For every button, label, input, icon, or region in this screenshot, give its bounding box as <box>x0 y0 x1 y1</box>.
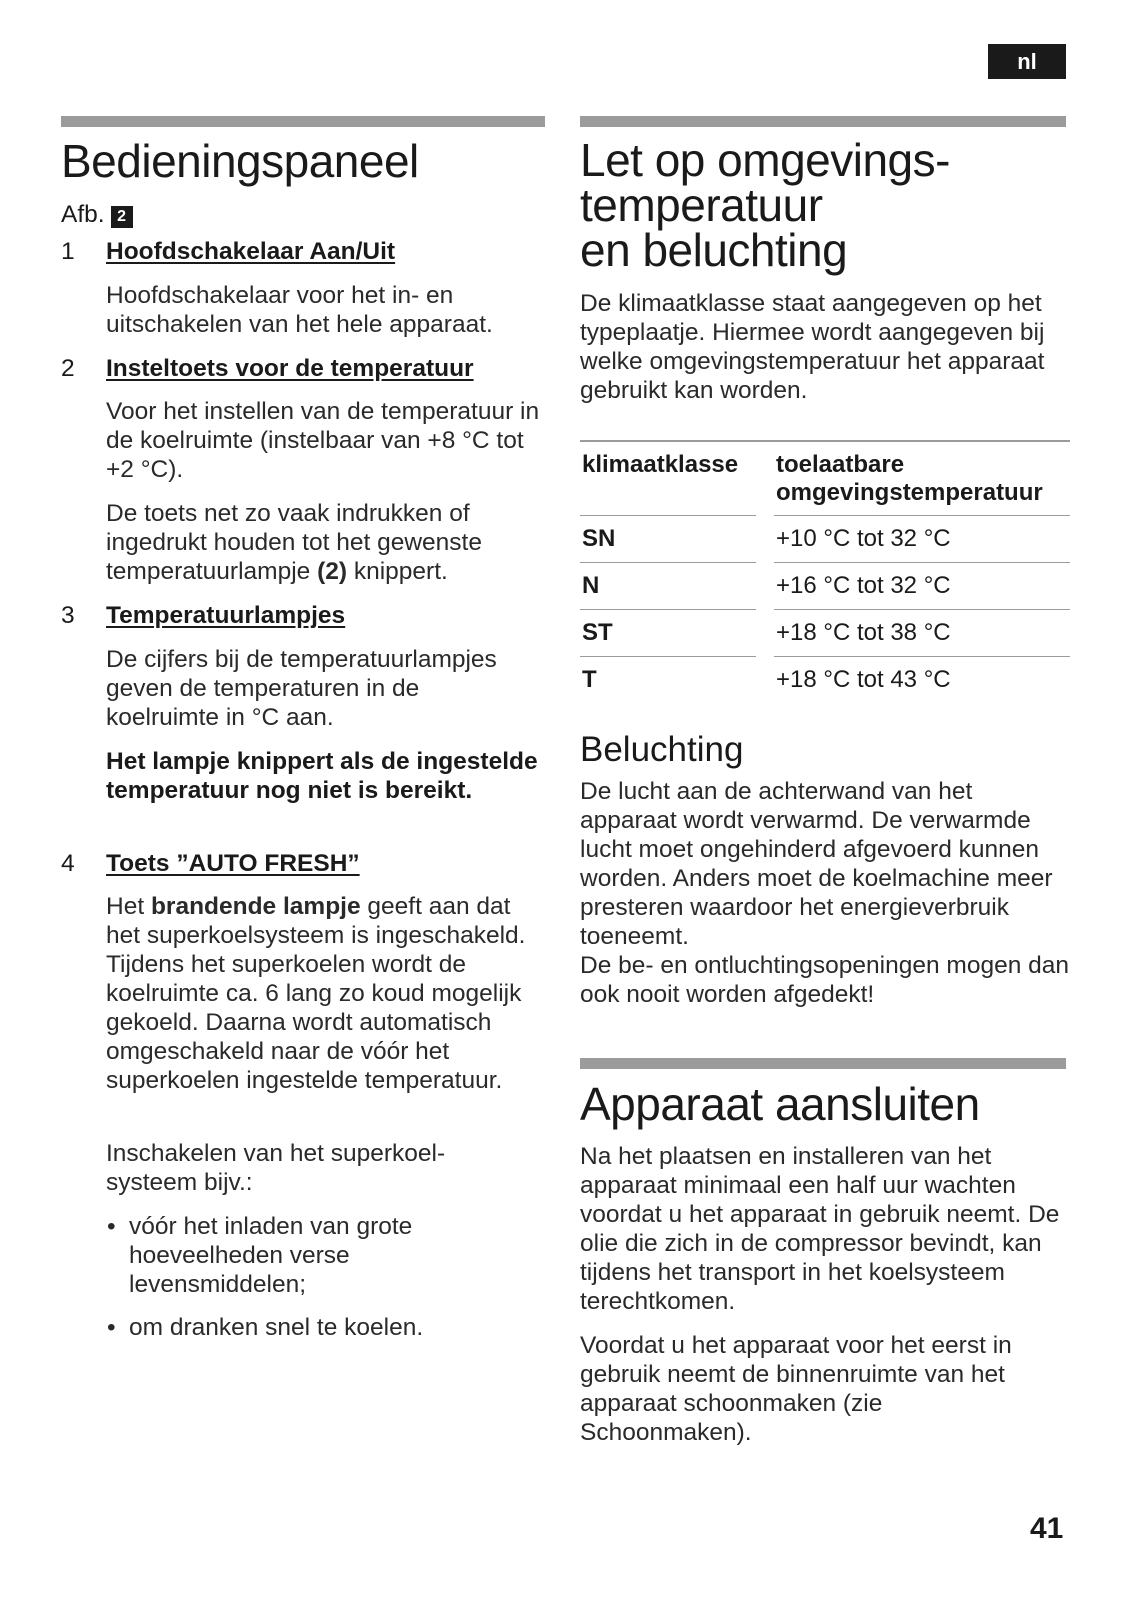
column-header-temperatuur <box>774 441 1070 516</box>
section-rule <box>580 116 1066 127</box>
range-cell: +16 °C tot 32 °C <box>774 563 1070 610</box>
figure-reference <box>61 200 133 229</box>
column-gap <box>756 441 774 516</box>
column-header-klimaatklasse: klimaatklasse <box>580 441 756 516</box>
range-cell: +18 °C tot 43 °C <box>776 666 951 693</box>
column-gap <box>756 610 774 657</box>
item-text: Hoofdschakelaar voor het in- en uitschakelen van het hele apparaat. <box>106 282 493 338</box>
range-cell: +18 °C tot 38 °C <box>774 610 1070 657</box>
range-cell: +10 °C tot 32 °C <box>774 516 1070 563</box>
class-cell: SN <box>580 516 756 563</box>
section-title-omgevingstemperatuur <box>580 134 950 276</box>
language-tab: nl <box>988 44 1066 79</box>
class-cell: T <box>582 666 597 693</box>
item-heading: Insteltoets voor de temperatuur <box>106 355 474 382</box>
table-row <box>580 610 1070 657</box>
item-number: 1 <box>61 238 75 265</box>
page-number: 41 <box>1030 1512 1064 1545</box>
title-line: en beluchting <box>580 224 848 276</box>
item-number: 4 <box>61 850 75 877</box>
item-text: Inschakelen van het superkoel-systeem bijv.: <box>106 1140 446 1196</box>
list-item: • vóór het inladen van grote hoeveelheden verse levensmiddelen; <box>129 1212 459 1299</box>
item-heading: Toets ”AUTO FRESH” <box>106 850 360 877</box>
figure-label: Afb. <box>61 201 105 228</box>
text-segment: knippert. <box>347 558 448 585</box>
item-text-bold: Het lampje knippert als de ingestelde temperatuur nog niet is bereikt. <box>106 748 538 804</box>
table-header-row <box>580 441 1070 516</box>
aansluiten-text: Na het plaatsen en installeren van het apparaat minimaal een half uur wachten voordat u het apparaat in gebruik neemt. De olie die zich in de compressor bevindt, kan tijdens het transport in het koelsysteem terechtkomen. <box>580 1143 1060 1315</box>
item-text: De cijfers bij de temperatuurlampjes geven de temperaturen in de koelruimte in °C aan. <box>106 646 497 731</box>
text-segment: geeft aan dat het superkoelsysteem is ingeschakeld. Tijdens het superkoelen wordt de koelruimte ca. 6 lang zo koud mogelijk gekoeld. Daarna wordt automatisch omgeschakeld naar de vóór het superkoelen ingestelde temperatuur. <box>106 893 526 1094</box>
header-line: omgevingstemperatuur <box>776 479 1043 506</box>
climate-class-table <box>580 441 1070 704</box>
title-line: Let op omgevings- <box>580 134 950 186</box>
column-gap <box>756 563 774 610</box>
section-rule <box>580 1058 1066 1069</box>
item-number: 2 <box>61 355 75 382</box>
beluchting-text: De lucht aan de achterwand van het apparaat wordt verwarmd. De verwarmde lucht moet ongehinderd afgevoerd kunnen worden. Anders moet de koelmachine meer presteren waardoor het energieverbruik toeneemt. <box>580 778 1053 950</box>
text-bold: brandende lampje <box>150 893 361 920</box>
aansluiten-text: Voordat u het apparaat voor het eerst in gebruik neemt de binnenruimte van het apparaat schoonmaken (zie Schoonmaken). <box>580 1332 1012 1446</box>
column-gap <box>756 657 774 704</box>
title-line: temperatuur <box>580 179 823 231</box>
section-rule <box>61 116 545 127</box>
text-segment: Het <box>106 893 151 920</box>
class-cell: ST <box>580 610 756 657</box>
item-text <box>106 499 526 586</box>
class-cell: N <box>580 563 756 610</box>
figure-number-badge: 2 <box>111 206 133 228</box>
item-heading: Temperatuurlampjes <box>106 602 346 629</box>
beluchting-warning: De be- en ontluchtingsopeningen mogen dan ook nooit worden afgedekt! <box>580 952 1070 1008</box>
item-text <box>106 892 536 1095</box>
subsection-title-beluchting: Beluchting <box>580 730 744 769</box>
header-line: toelaatbare <box>776 451 905 478</box>
column-gap <box>756 516 774 563</box>
table-row <box>580 563 1070 610</box>
list-item: • om dranken snel te koelen. <box>129 1313 529 1342</box>
table-row <box>580 657 1070 704</box>
item-text: Voor het instellen van de temperatuur in de koelruimte (instelbaar van +8 °C tot +2 °C). <box>106 398 540 483</box>
text-segment: De toets net zo vaak indrukken of ingedrukt houden tot het gewenste temperatuurlampje <box>106 500 482 585</box>
section-title-bedieningspaneel: Bedieningspaneel <box>61 135 419 187</box>
text-bold: (2) <box>317 558 348 585</box>
table-row <box>580 516 1070 563</box>
item-number: 3 <box>61 602 75 629</box>
section-title-apparaat-aansluiten: Apparaat aansluiten <box>580 1078 980 1130</box>
item-heading: Hoofdschakelaar Aan/Uit <box>106 238 396 265</box>
intro-text: De klimaatklasse staat aangegeven op het typeplaatje. Hiermee wordt aangegeven bij welke omgevingstemperatuur het apparaat gebruikt kan worden. <box>580 290 1045 404</box>
